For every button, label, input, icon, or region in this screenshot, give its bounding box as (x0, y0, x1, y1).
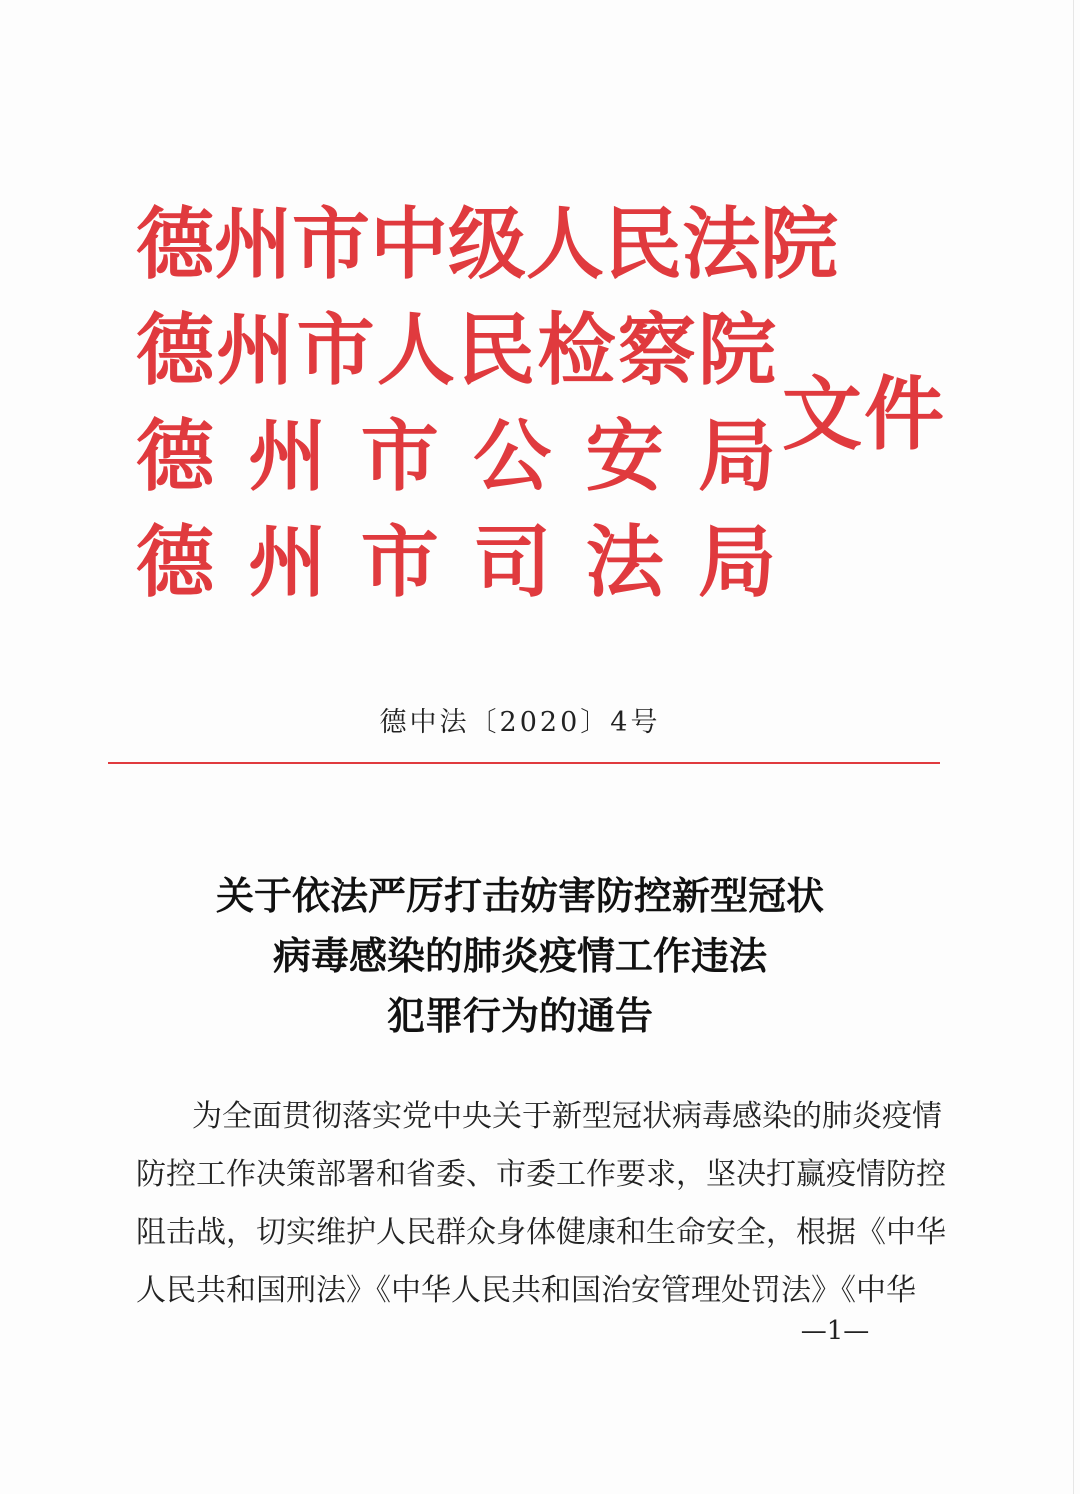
title-line: 病毒感染的肺炎疫情工作违法 (272, 934, 767, 978)
document-title (0, 866, 1040, 1046)
document-suffix: 文件 (782, 368, 946, 461)
title-line: 犯罪行为的通告 (386, 994, 653, 1038)
body-line: 为全面贯彻落实党中央关于新型冠状病毒感染的肺炎疫情 (192, 1099, 942, 1134)
title-line: 关于依法严厉打击妨害防控新型冠状 (215, 874, 824, 918)
issuer-court: 德 州 市 中 级 人 民 法 院 (136, 200, 839, 290)
page-number: —1— (800, 1316, 870, 1346)
body-line: 阻击战，切实维护人民群众身体健康和生命安全，根据《中华 (136, 1215, 946, 1250)
body-line: 人民共和国刑法》《中华人民共和国治安管理处罚法》《中华 (136, 1273, 916, 1308)
body-line: 防控工作决策部署和省委、市委工作要求，坚决打赢疫情防控 (136, 1157, 946, 1192)
issuer-justice-bureau: 德 州 市 司 法 局 (136, 518, 776, 608)
scan-edge (1073, 0, 1074, 1494)
red-separator-line (108, 762, 940, 764)
issuer-procuratorate: 德 州 市 人 民 检 察 院 (136, 306, 776, 396)
document-number: 德中法〔2020〕4号 (379, 707, 661, 738)
body-paragraph (136, 1088, 946, 1320)
issuer-public-security: 德 州 市 公 安 局 (136, 412, 776, 502)
issuing-authorities (136, 192, 839, 616)
